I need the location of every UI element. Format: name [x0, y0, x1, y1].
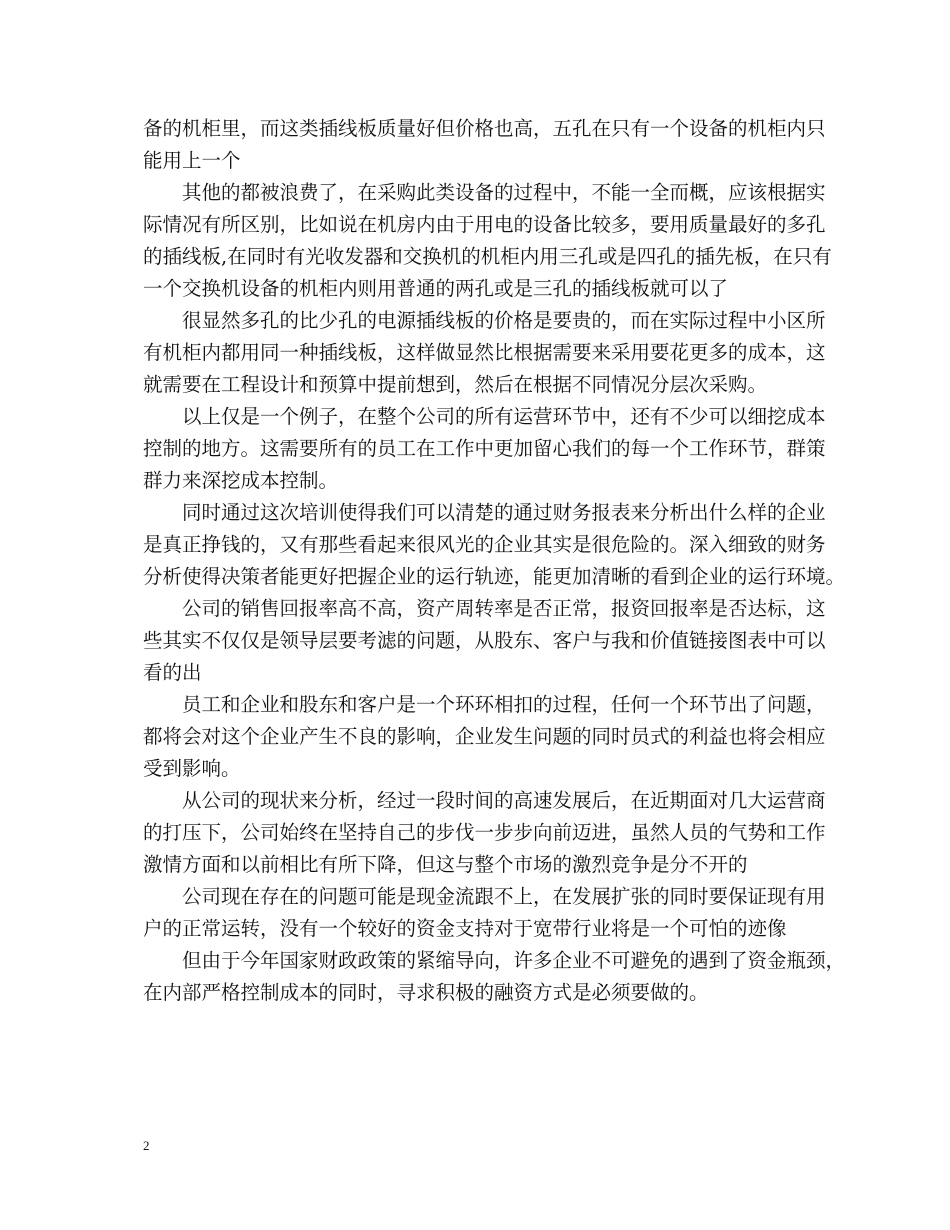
text-line: 有机柜内都用同一种插线板，这样做显然比根据需要来采用要花更多的成本，这 [143, 341, 826, 364]
text-line: 一个交换机设备的机柜内则用普通的两孔或是三孔的插线板就可以了 [143, 277, 729, 300]
paragraph-first-line: 公司现在存在的问题可能是现金流跟不上，在发展扩张的同时要保证现有用 [182, 885, 826, 908]
text-line: 看的出 [143, 661, 202, 684]
document-body [143, 113, 846, 1009]
text-line: 控制的地方。这需要所有的员工在工作中更加留心我们的每一个工作环节，群策 [143, 437, 826, 460]
paragraph-first-line: 以上仅是一个例子，在整个公司的所有运营环节中，还有不少可以细挖成本 [182, 405, 826, 428]
text-line: 激情方面和以前相比有所下降，但这与整个市场的激烈竞争是分不开的 [143, 853, 748, 876]
paragraph-first-line: 从公司的现状来分析，经过一段时间的高速发展后，在近期面对几大运营商 [182, 789, 826, 812]
text-line: 的插线板,在同时有光收发器和交换机的机柜内用三孔或是四孔的插先板，在只有 [143, 245, 832, 268]
paragraph-first-line: 但由于今年国家财政政策的紧缩导向，许多企业不可避免的遇到了资金瓶颈， [182, 949, 846, 972]
paragraph-first-line: 同时通过这次培训使得我们可以清楚的通过财务报表来分析出什么样的企业 [182, 501, 826, 524]
text-line: 分析使得决策者能更好把握企业的运行轨迹，能更加清晰的看到企业的运行环境。 [143, 565, 846, 588]
text-line: 备的机柜里，而这类插线板质量好但价格也高，五孔在只有一个设备的机柜内只 [143, 117, 826, 140]
text-line: 都将会对这个企业产生不良的影响，企业发生问题的同时员式的利益也将会相应 [143, 725, 826, 748]
text-line: 在内部严格控制成本的同时，寻求积极的融资方式是必须要做的。 [143, 981, 709, 1004]
paragraph-first-line: 很显然多孔的比少孔的电源插线板的价格是要贵的，而在实际过程中小区所 [182, 309, 826, 332]
text-line: 就需要在工程设计和预算中提前想到，然后在根据不同情况分层次采购。 [143, 373, 768, 396]
text-line: 些其实不仅仅是领导层要考滤的问题，从股东、客户与我和价值链接图表中可以 [143, 629, 826, 652]
text-line: 能用上一个 [143, 149, 241, 172]
text-line: 的打压下，公司始终在坚持自己的步伐一步步向前迈进，虽然人员的气势和工作 [143, 821, 826, 844]
text-line: 群力来深挖成本控制。 [143, 469, 339, 492]
text-line: 户的正常运转，没有一个较好的资金支持对于宽带行业将是一个可怕的迹像 [143, 917, 787, 940]
text-line: 是真正挣钱的，又有那些看起来很风光的企业其实是很危险的。深入细致的财务 [143, 533, 826, 556]
text-line: 受到影响。 [143, 757, 241, 780]
paragraph-first-line: 公司的销售回报率高不高，资产周转率是否正常，报资回报率是否达标，这 [182, 597, 826, 620]
text-line: 际情况有所区别，比如说在机房内由于用电的设备比较多，要用质量最好的多孔 [143, 213, 826, 236]
paragraph-first-line: 其他的都被浪费了，在采购此类设备的过程中，不能一全而概，应该根据实 [182, 181, 826, 204]
paragraph-first-line: 员工和企业和股东和客户是一个环环相扣的过程，任何一个环节出了问题， [182, 693, 826, 716]
page-number: 2 [143, 1138, 150, 1153]
